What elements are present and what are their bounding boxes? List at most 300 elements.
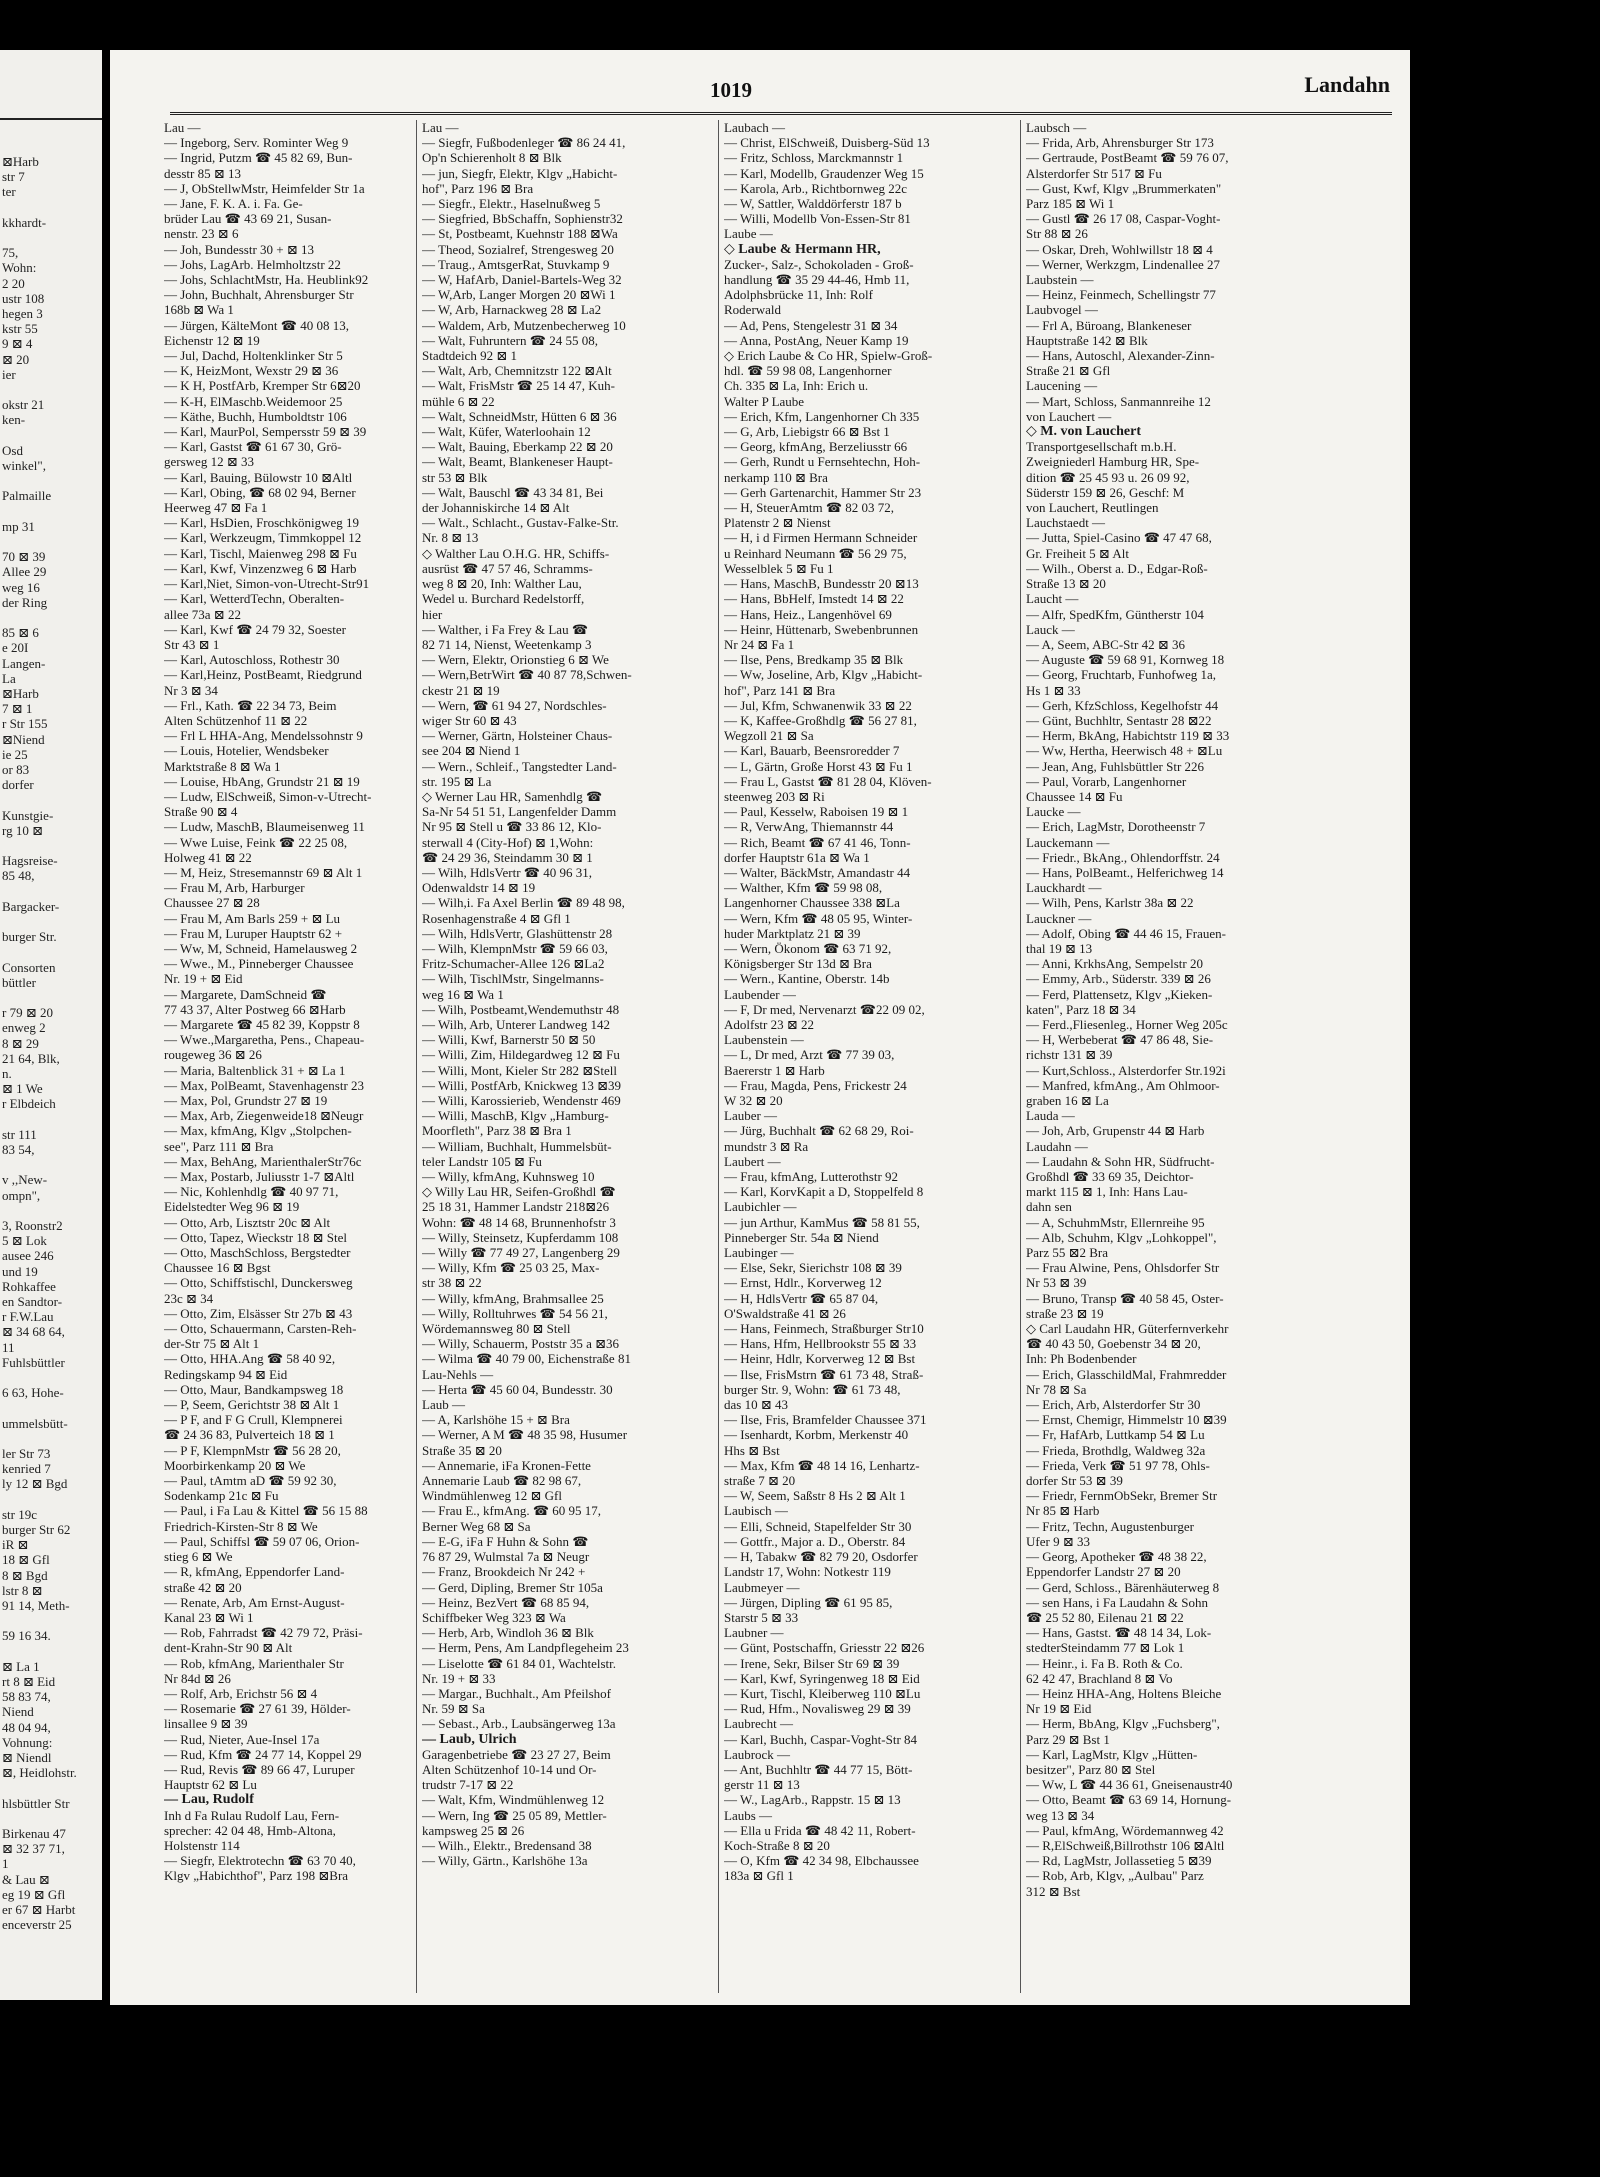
directory-entry: — K H, PostfArb, Kremper Str 6⊠20 xyxy=(164,378,361,394)
directory-entry: Zucker-, Salz-, Schokoladen - Groß- xyxy=(724,256,914,272)
directory-entry: — Paul, kfmAng, Wördemannweg 42 xyxy=(1026,1822,1224,1838)
directory-entry: — Wern, Kfm ☎ 48 05 95, Winter- xyxy=(724,910,913,926)
directory-entry: Nr. 8 ⊠ 13 xyxy=(422,530,479,546)
previous-page-fragment: 18 ⊠ Gfl xyxy=(2,1552,50,1568)
directory-entry: — Max, Kfm ☎ 48 14 16, Lenhartz- xyxy=(724,1457,920,1473)
directory-entry: — Ww, Hertha, Heerwisch 48 + ⊠Lu xyxy=(1026,743,1223,759)
directory-entry: Eichenstr 12 ⊠ 19 xyxy=(164,332,260,348)
directory-entry: — Frau, Magda, Pens, Frickestr 24 xyxy=(724,1077,907,1093)
directory-entry: Nr 24 ⊠ Fa 1 xyxy=(724,636,795,652)
directory-entry: — Liselotte ☎ 61 84 01, Wachtelstr. xyxy=(422,1655,616,1671)
previous-page-fragment: 58 83 74, xyxy=(2,1689,51,1705)
directory-entry: nenstr. 23 ⊠ 6 xyxy=(164,226,239,242)
directory-entry: — Herta ☎ 45 60 04, Bundesstr. 30 xyxy=(422,1381,613,1397)
directory-entry: — Ludw, ElSchweiß, Simon-v-Utrecht- xyxy=(164,788,372,804)
directory-entry: — jun, Siegfr, Elektr, Klgv „Habicht- xyxy=(422,165,618,181)
directory-entry: weg 13 ⊠ 34 xyxy=(1026,1807,1095,1823)
directory-entry: — Willi, Kwf, Barnerstr 50 ⊠ 50 xyxy=(422,1032,596,1048)
directory-entry: — Kurt, Tischl, Kleiberweg 110 ⊠Lu xyxy=(724,1685,921,1701)
directory-entry: — A, Seem, ABC-Str 42 ⊠ 36 xyxy=(1026,636,1185,652)
directory-entry: Straße 35 ⊠ 20 xyxy=(422,1442,502,1458)
directory-entry: Hhs ⊠ Bst xyxy=(724,1442,780,1458)
directory-entry: — Irene, Sekr, Bilser Str 69 ⊠ 39 xyxy=(724,1655,900,1671)
directory-entry: — Traug., AmtsgerRat, Stuvkamp 9 xyxy=(422,256,610,272)
directory-entry: nerkamp 110 ⊠ Bra xyxy=(724,469,828,485)
previous-page-fragment: dorfer xyxy=(2,777,34,793)
previous-page-fragment: 2 20 xyxy=(2,275,25,291)
directory-entry: — Wern., Kantine, Oberstr. 14b xyxy=(724,971,890,987)
directory-entry: — Walt, Bauing, Eberkamp 22 ⊠ 20 xyxy=(422,439,613,455)
previous-page-fragment: Consorten xyxy=(2,959,56,975)
directory-entry: — Willy, Rolltuhrwes ☎ 54 56 21, xyxy=(422,1305,608,1321)
previous-page-fragment: r F.W.Lau xyxy=(2,1309,54,1325)
previous-page-fragment: 21 64, Blk, xyxy=(2,1050,60,1066)
directory-entry: 82 71 14, Nienst, Weetenkamp 3 xyxy=(422,636,592,652)
directory-entry: Windmühlenweg 12 ⊠ Gfl xyxy=(422,1488,562,1504)
directory-entry: — Frau M, Arb, Harburger xyxy=(164,880,305,896)
directory-entry: Landstr 17, Wohn: Notkestr 119 xyxy=(724,1564,891,1580)
directory-entry: — Walther, i Fa Frey & Lau ☎ xyxy=(422,621,589,637)
directory-entry: — W, HafArb, Daniel-Bartels-Weg 32 xyxy=(422,272,622,288)
directory-entry: — Erich, LagMstr, Dorotheenstr 7 xyxy=(1026,819,1206,835)
directory-entry: — Heinr, Hdlr, Korverweg 12 ⊠ Bst xyxy=(724,1351,916,1367)
directory-entry: — Fritz, Schloss, Marckmannstr 1 xyxy=(724,150,904,166)
directory-entry: straße 23 ⊠ 19 xyxy=(1026,1305,1104,1321)
directory-entry: Laubmeyer — xyxy=(724,1579,800,1595)
previous-page-fragment: ⊠ 34 68 64, xyxy=(2,1324,65,1340)
directory-entry: Laubrock — xyxy=(724,1746,791,1762)
previous-page-fragment: e 20I xyxy=(2,640,29,656)
previous-page-fragment: ausee 246 xyxy=(2,1248,54,1264)
directory-entry: — Friedr, FernmObSekr, Bremer Str xyxy=(1026,1488,1218,1504)
directory-entry: — Paul, Vorarb, Langenhorner xyxy=(1026,773,1187,789)
directory-entry: Straße 90 ⊠ 4 xyxy=(164,804,238,820)
directory-entry: — sen Hans, i Fa Laudahn & Sohn xyxy=(1026,1594,1208,1610)
previous-page-fragment: v ,,New- xyxy=(2,1172,48,1188)
directory-entry: Baererstr 1 ⊠ Harb xyxy=(724,1062,825,1078)
directory-entry: — Ernst, Hdlr., Korverweg 12 xyxy=(724,1275,882,1291)
directory-entry: — Erich, Kfm, Langenhorner Ch 335 xyxy=(724,408,920,424)
directory-entry: — Georg, Fruchtarb, Funhofweg 1a, xyxy=(1026,667,1217,683)
directory-entry: ausrüst ☎ 47 57 46, Schramms- xyxy=(422,560,593,576)
directory-entry: — Wern,BetrWirt ☎ 40 87 78,Schwen- xyxy=(422,667,632,683)
directory-entry: Ch. 335 ⊠ La, Inh: Erich u. xyxy=(724,378,869,394)
directory-entry: — Fr, HafArb, Luttkamp 54 ⊠ Lu xyxy=(1026,1427,1205,1443)
previous-page-fragment: Langen- xyxy=(2,655,46,671)
directory-entry: — Herm, BkAng, Habichtstr 119 ⊠ 33 xyxy=(1026,728,1230,744)
column-4 xyxy=(1026,120,1316,2005)
previous-page-fragment: 75, xyxy=(2,245,19,261)
directory-entry: Starstr 5 ⊠ 33 xyxy=(724,1609,799,1625)
directory-entry: — Jürgen, KälteMont ☎ 40 08 13, xyxy=(164,317,349,333)
directory-entry: Nr. 59 ⊠ Sa xyxy=(422,1701,485,1717)
directory-entry: — Gottfr., Major a. D., Oberstr. 84 xyxy=(724,1533,906,1549)
directory-entry: Redingskamp 94 ⊠ Eid xyxy=(164,1366,288,1382)
directory-entry: Wegzoll 21 ⊠ Sa xyxy=(724,728,814,744)
directory-entry: Schiffbeker Weg 323 ⊠ Wa xyxy=(422,1609,566,1625)
previous-page-fragment: & Lau ⊠ xyxy=(2,1871,50,1887)
directory-entry: — Jürg, Buchhalt ☎ 62 68 29, Roi- xyxy=(724,1123,914,1139)
directory-entry: — Paul, Kesselw, Raboisen 19 ⊠ 1 xyxy=(724,804,909,820)
directory-entry: — W, Arb, Harnackweg 28 ⊠ La2 xyxy=(422,302,602,318)
directory-entry: — Willi, Modellb Von-Essen-Str 81 xyxy=(724,211,911,227)
previous-page-fragment: 9 ⊠ 4 xyxy=(2,336,33,352)
directory-entry: sterwall 4 (City-Hof) ⊠ 1,Wohn: xyxy=(422,834,594,850)
directory-entry: Odenwaldstr 14 ⊠ 19 xyxy=(422,880,536,896)
directory-entry: weg 16 ⊠ Wa 1 xyxy=(422,986,504,1002)
directory-entry: — Wwe.,Margaretha, Pens., Chapeau- xyxy=(164,1032,365,1048)
directory-page xyxy=(110,50,1410,2005)
directory-entry: — Willi, Mont, Kieler Str 282 ⊠Stell xyxy=(422,1062,618,1078)
directory-entry: Moorfleth", Parz 38 ⊠ Bra 1 xyxy=(422,1123,572,1139)
directory-entry: Lauber — xyxy=(724,1108,778,1124)
directory-entry: — Johs, LagArb. Helmholtzstr 22 xyxy=(164,256,341,272)
directory-entry: — Karl,Heinz, PostBeamt, Riedgrund xyxy=(164,667,362,683)
directory-entry: brüder Lau ☎ 43 69 21, Susan- xyxy=(164,211,332,227)
directory-entry: der-Str 75 ⊠ Alt 1 xyxy=(164,1336,260,1352)
directory-entry: stieg 6 ⊠ We xyxy=(164,1549,233,1565)
directory-entry: Berner Weg 68 ⊠ Sa xyxy=(422,1518,531,1534)
directory-entry: Nr 85 ⊠ Harb xyxy=(1026,1503,1100,1519)
directory-entry: — Alb, Schuhm, Klgv „Lohkoppel", xyxy=(1026,1229,1217,1245)
directory-entry: — P F, and F G Crull, Klempnerei xyxy=(164,1412,343,1428)
directory-entry: — Jutta, Spiel-Casino ☎ 47 47 68, xyxy=(1026,530,1212,546)
directory-entry: — Gust, Kwf, Klgv „Brummerkaten" xyxy=(1026,180,1222,196)
previous-page-fragment: ter xyxy=(2,184,16,200)
previous-page-fragment: ly 12 ⊠ Bgd xyxy=(2,1476,68,1492)
previous-page-fragment: rt 8 ⊠ Eid xyxy=(2,1674,56,1689)
directory-entry: — M, Heiz, Stresemannstr 69 ⊠ Alt 1 xyxy=(164,864,363,880)
directory-entry: ☎ 24 29 36, Steindamm 30 ⊠ 1 xyxy=(422,849,593,865)
directory-entry: Hauptstr 62 ⊠ Lu xyxy=(164,1777,257,1793)
directory-entry: — Hans, BbHelf, Imstedt 14 ⊠ 22 xyxy=(724,591,904,607)
previous-page-fragment: ⊠, Heidlohstr. xyxy=(2,1765,77,1781)
directory-entry: Lau — xyxy=(164,120,201,135)
directory-entry: huder Marktplatz 21 ⊠ 39 xyxy=(724,925,861,941)
directory-entry: str. 195 ⊠ La xyxy=(422,773,492,789)
directory-entry: — Auguste ☎ 59 68 91, Kornweg 18 xyxy=(1026,652,1225,668)
directory-entry: ◇ M. von Lauchert xyxy=(1026,424,1141,440)
directory-entry: — Joh, Bundesstr 30 + ⊠ 13 xyxy=(164,241,315,257)
directory-entry: Laubenstein — xyxy=(724,1032,804,1048)
directory-entry: — Wwe Luise, Feink ☎ 22 25 08, xyxy=(164,834,348,850)
directory-entry: — Jürgen, Dipling ☎ 61 95 85, xyxy=(724,1594,893,1610)
directory-entry: — H, SteuerAmtm ☎ 82 03 72, xyxy=(724,500,895,516)
directory-entry: 76 87 29, Wulmstal 7a ⊠ Neugr xyxy=(422,1549,590,1565)
directory-entry: — R,ElSchweiß,Billrothstr 106 ⊠Altl xyxy=(1026,1837,1225,1853)
directory-entry: 23c ⊠ 34 xyxy=(164,1290,214,1306)
directory-entry: — Sebast., Arb., Laubsängerweg 13a xyxy=(422,1716,616,1732)
directory-entry: — Jul, Dachd, Holtenklinker Str 5 xyxy=(164,348,343,364)
directory-entry: — Karl, Gastst ☎ 61 67 30, Grö- xyxy=(164,439,342,455)
directory-entry: — Oskar, Dreh, Wohlwillstr 18 ⊠ 4 xyxy=(1026,241,1213,257)
previous-page-header-rule xyxy=(0,118,102,120)
previous-page-fragment: kstr 55 xyxy=(2,321,38,337)
previous-page-fragment: Palmaille xyxy=(2,488,52,504)
directory-entry: — W., LagArb., Rappstr. 15 ⊠ 13 xyxy=(724,1792,901,1808)
directory-entry: — Walt, Arb, Chemnitzstr 122 ⊠Alt xyxy=(422,363,612,379)
directory-entry: — W, Seem, Saßstr 8 Hs 2 ⊠ Alt 1 xyxy=(724,1488,906,1504)
directory-entry: Ufer 9 ⊠ 33 xyxy=(1026,1533,1090,1549)
previous-page-fragment: hegen 3 xyxy=(2,306,43,321)
directory-entry: mundstr 3 ⊠ Ra xyxy=(724,1138,809,1154)
previous-page-fragment: 91 14, Meth- xyxy=(2,1598,70,1613)
directory-entry: — Margarete, DamSchneid ☎ xyxy=(164,986,327,1002)
directory-entry: — Ludw, MaschB, Blaumeisenweg 11 xyxy=(164,819,365,835)
directory-entry: — Walt, Kfm, Windmühlenweg 12 xyxy=(422,1792,605,1808)
directory-entry: Pinneberger Str. 54a ⊠ Niend xyxy=(724,1229,879,1245)
previous-page-fragment: Birkenau 47 xyxy=(2,1826,66,1841)
directory-entry: — Karl, Kwf, Syringenweg 18 ⊠ Eid xyxy=(724,1670,920,1686)
directory-entry: — Rud, Hfm., Novalisweg 29 ⊠ 39 xyxy=(724,1701,911,1717)
directory-entry: — W, Sattler, Walddörferstr 187 b xyxy=(724,196,902,212)
directory-entry: — Herm, BbAng, Klgv „Fuchsberg", xyxy=(1026,1716,1220,1732)
directory-entry: Chaussee 16 ⊠ Bgst xyxy=(164,1260,271,1276)
directory-entry: richstr 131 ⊠ 39 xyxy=(1026,1047,1113,1063)
directory-entry: sprecher: 42 04 48, Hmb-Altona, xyxy=(164,1822,336,1838)
directory-entry: — Otto, Tapez, Wieckstr 18 ⊠ Stel xyxy=(164,1229,348,1245)
directory-entry: Annemarie Laub ☎ 82 98 67, xyxy=(422,1473,582,1489)
directory-entry: — Karl, KorvKapit a D, Stoppelfeld 8 xyxy=(724,1184,924,1200)
directory-entry: — Siegfried, BbSchaffn, Sophienstr32 xyxy=(422,211,623,227)
directory-entry: — Wilh, TischlMstr, Singelmanns- xyxy=(422,971,604,987)
previous-page-fragment: ⊠ 1 We xyxy=(2,1081,43,1097)
directory-entry: — Friedr., BkAng., Ohlendorffstr. 24 xyxy=(1026,849,1220,865)
directory-entry: das 10 ⊠ 43 xyxy=(724,1397,788,1413)
directory-entry: Wesselblek 5 ⊠ Fu 1 xyxy=(724,560,834,576)
previous-page-fragment: en Sandtor- xyxy=(2,1294,63,1309)
directory-entry: — Ferd, Plattensetz, Klgv „Kieken- xyxy=(1026,986,1213,1002)
directory-entry: — Walt, Beamt, Blankeneser Haupt- xyxy=(422,454,613,470)
previous-page-fragment: or 83 xyxy=(2,762,30,777)
directory-entry: Klgv „Habichthof", Parz 198 ⊠Bra xyxy=(164,1868,349,1884)
directory-entry: — Wilh, HdlsVertr ☎ 40 96 31, xyxy=(422,864,592,880)
directory-entry: — Gerh, KfzSchloss, Kegelhofstr 44 xyxy=(1026,697,1219,713)
directory-entry: — Elli, Schneid, Stapelfelder Str 30 xyxy=(724,1518,912,1534)
directory-entry: Walter P Laube xyxy=(724,393,805,409)
directory-entry: Nr. 19 + ⊠ Eid xyxy=(164,971,243,987)
directory-entry: Laubisch — xyxy=(724,1503,788,1519)
directory-entry: — Ant, Buchhltr ☎ 44 77 15, Bött- xyxy=(724,1761,913,1777)
directory-entry: — Heinz, Feinmech, Schellingstr 77 xyxy=(1026,287,1216,303)
previous-page-fragment: ier xyxy=(2,366,16,382)
previous-page-fragment: er 67 ⊠ Harbt xyxy=(2,1902,76,1917)
previous-page-fragment: Osd xyxy=(2,442,23,458)
directory-entry: Nr 53 ⊠ 39 xyxy=(1026,1275,1087,1291)
directory-entry: Hs 1 ⊠ 33 xyxy=(1026,682,1081,698)
directory-entry: wiger Str 60 ⊠ 43 xyxy=(422,712,517,728)
directory-entry: Adolphsbrücke 11, Inh: Rolf xyxy=(724,287,873,303)
directory-entry: — R, VerwAng, Thiemannstr 44 xyxy=(724,819,894,835)
directory-entry: — Erich, Arb, Alsterdorfer Str 30 xyxy=(1026,1397,1201,1413)
directory-entry: — Willy, Steinsetz, Kupferdamm 108 xyxy=(422,1229,619,1245)
previous-page-fragment: r 79 ⊠ 20 xyxy=(2,1005,53,1021)
directory-entry: — Mart, Schloss, Sanmannreihe 12 xyxy=(1026,393,1211,409)
previous-page-fragment: 85 ⊠ 6 xyxy=(2,625,39,641)
directory-entry: dorfer Str 53 ⊠ 39 xyxy=(1026,1473,1123,1489)
directory-entry: — Gerd, Dipling, Bremer Str 105a xyxy=(422,1579,603,1595)
directory-entry: — Karl, Autoschloss, Rothestr 30 xyxy=(164,652,340,668)
header-rule xyxy=(170,112,1392,115)
previous-page-fragment: 6 63, Hohe- xyxy=(2,1385,64,1401)
directory-entry: linsallee 9 ⊠ 39 xyxy=(164,1716,248,1732)
directory-entry: hier xyxy=(422,606,443,622)
directory-entry: — Siegfr, Elektrotechn ☎ 63 70 40, xyxy=(164,1853,356,1869)
previous-page-fragment: r Elbdeich xyxy=(2,1096,56,1112)
directory-entry: 183a ⊠ Gfl 1 xyxy=(724,1868,794,1884)
directory-entry: Nr 84d ⊠ 26 xyxy=(164,1670,231,1686)
previous-page-fragment: 85 48, xyxy=(2,868,35,884)
column-divider xyxy=(1020,120,1021,1993)
previous-page-fragment: enweg 2 xyxy=(2,1020,46,1036)
directory-entry: — Louise, HbAng, Grundstr 21 ⊠ 19 xyxy=(164,773,360,789)
previous-page-fragment: 8 ⊠ Bgd xyxy=(2,1567,48,1583)
directory-entry: str 53 ⊠ Blk xyxy=(422,469,488,485)
directory-entry: — K, Kaffee-Großhdlg ☎ 56 27 81, xyxy=(724,712,917,728)
previous-page-fragment: Vohnung: xyxy=(2,1734,53,1750)
previous-page-fragment: hlsbüttler Str xyxy=(2,1795,70,1811)
directory-entry: hdl. ☎ 59 98 08, Langenhorner xyxy=(724,363,892,379)
directory-entry: Laubert — xyxy=(724,1153,781,1169)
directory-entry: Alten Schützenhof 10-14 und Or- xyxy=(422,1761,597,1777)
directory-entry: — jun Arthur, KamMus ☎ 58 81 55, xyxy=(724,1214,920,1230)
directory-entry: ☎ 40 43 50, Goebenstr 34 ⊠ 20, xyxy=(1026,1336,1201,1352)
directory-entry: — Werner, A M ☎ 48 35 98, Husumer xyxy=(422,1427,628,1443)
directory-entry: — Wilma ☎ 40 79 00, Eichenstraße 81 xyxy=(422,1351,631,1367)
previous-page-fragment: burger Str 62 xyxy=(2,1522,71,1537)
previous-page-fragment: ummelsbütt- xyxy=(2,1415,68,1431)
column-divider xyxy=(718,120,719,1993)
directory-entry: — Willy, kfmAng, Kuhnsweg 10 xyxy=(422,1169,595,1185)
directory-entry: — K, HeizMont, Wexstr 29 ⊠ 36 xyxy=(164,363,339,379)
directory-entry: — Kurt,Schloss., Alsterdorfer Str.192i xyxy=(1026,1062,1226,1078)
directory-entry: — F, Dr med, Nervenarzt ☎22 09 02, xyxy=(724,1001,925,1017)
directory-entry: — Wern, Ökonom ☎ 63 71 92, xyxy=(724,940,892,956)
previous-page-fragment: iR ⊠ xyxy=(2,1537,29,1553)
directory-entry: dahn sen xyxy=(1026,1199,1072,1215)
directory-entry: — Wern, Elektr, Orionstieg 6 ⊠ We xyxy=(422,652,609,668)
directory-entry: 168b ⊠ Wa 1 xyxy=(164,302,234,318)
directory-entry: — Karl, MaurPol, Sempersstr 59 ⊠ 39 xyxy=(164,424,367,440)
directory-entry: Laudahn — xyxy=(1026,1138,1088,1154)
directory-entry: Hauptstraße 142 ⊠ Blk xyxy=(1026,332,1148,348)
directory-entry: — Theod, Sozialref, Strengesweg 20 xyxy=(422,241,614,257)
directory-entry: Chaussee 27 ⊠ 28 xyxy=(164,895,260,911)
directory-entry: Chaussee 14 ⊠ Fu xyxy=(1026,788,1123,804)
directory-entry: — Karl, WetterdTechn, Oberalten- xyxy=(164,591,345,607)
directory-entry: — Ingrid, Putzm ☎ 45 82 69, Bun- xyxy=(164,150,353,166)
directory-entry: Langenhorner Chaussee 338 ⊠La xyxy=(724,895,900,911)
directory-entry: — Walt., Schlacht., Gustav-Falke-Str. xyxy=(422,515,619,531)
previous-page-fragment: eg 19 ⊠ Gfl xyxy=(2,1886,66,1902)
directory-entry: Lauckemann — xyxy=(1026,834,1110,850)
directory-entry: — Gerh, Rundt u Fernsehtechn, Hoh- xyxy=(724,454,921,470)
directory-entry: Adolfstr 23 ⊠ 22 xyxy=(724,1016,814,1032)
directory-entry: teler Landstr 105 ⊠ Fu xyxy=(422,1153,542,1169)
previous-page-fragment: mp 31 xyxy=(2,518,35,534)
directory-entry: — Rob, Fahrradst ☎ 42 79 72, Präsi- xyxy=(164,1625,363,1641)
previous-page-fragment: ⊠ 20 xyxy=(2,351,30,367)
directory-entry: allee 73a ⊠ 22 xyxy=(164,606,241,622)
directory-entry: graben 16 ⊠ La xyxy=(1026,1093,1109,1108)
directory-entry: O'Swaldstraße 41 ⊠ 26 xyxy=(724,1305,846,1321)
directory-entry: — Wilh, Pens, Karlstr 38a ⊠ 22 xyxy=(1026,895,1194,911)
directory-entry: — Frieda, Brothdlg, Waldweg 32a xyxy=(1026,1442,1206,1458)
directory-entry: Nr 19 ⊠ Eid xyxy=(1026,1701,1092,1717)
directory-entry: Sa-Nr 54 51 51, Langenfelder Damm xyxy=(422,804,617,820)
directory-entry: — Herm, Pens, Am Landpflegeheim 23 xyxy=(422,1640,629,1656)
previous-page-fragment: r Str 155 xyxy=(2,716,48,732)
directory-entry: — Frl., Kath. ☎ 22 34 73, Beim xyxy=(164,697,337,713)
directory-entry: W 32 ⊠ 20 xyxy=(724,1093,783,1108)
directory-entry: — Lau, Rudolf xyxy=(164,1792,254,1808)
directory-entry: — Käthe, Buchh, Humboldtstr 106 xyxy=(164,408,347,424)
directory-entry: — Ilse, Fris, Bramfelder Chaussee 371 xyxy=(724,1412,927,1428)
directory-entry: — Hans, Gastst. ☎ 48 14 34, Lok- xyxy=(1026,1625,1212,1641)
directory-entry: — H, Werbeberat ☎ 47 86 48, Sie- xyxy=(1026,1032,1214,1048)
directory-entry: — Ww, L ☎ 44 36 61, Gneisenaustr40 xyxy=(1026,1777,1233,1793)
directory-entry: — Karl, Buchh, Caspar-Voght-Str 84 xyxy=(724,1731,918,1747)
directory-entry: — Louis, Hotelier, Wendsbeker xyxy=(164,743,329,759)
directory-entry: ◇ Werner Lau HR, Samenhdlg ☎ xyxy=(422,788,603,804)
directory-entry: — Max, kfmAng, Klgv „Stolpchen- xyxy=(164,1123,352,1139)
directory-entry: — Karl, Modellb, Graudenzer Weg 15 xyxy=(724,165,924,181)
directory-entry: — Frau, kfmAng, Lutterothstr 92 xyxy=(724,1169,899,1185)
directory-entry: Königsberger Str 13d ⊠ Bra xyxy=(724,956,872,972)
directory-entry: — Hans, MaschB, Bundesstr 20 ⊠13 xyxy=(724,576,919,592)
directory-entry: — Willi, PostfArb, Knickweg 13 ⊠39 xyxy=(422,1077,621,1093)
directory-entry: — Alfr, SpedKfm, Güntherstr 104 xyxy=(1026,606,1204,622)
directory-entry: von Lauchert — xyxy=(1026,408,1112,424)
directory-entry: — Günt, Buchhltr, Sentastr 28 ⊠22 xyxy=(1026,712,1212,728)
directory-entry: — Hans, PolBeamt., Helferichweg 14 xyxy=(1026,864,1224,880)
directory-entry: hof", Parz 141 ⊠ Bra xyxy=(724,682,836,698)
directory-entry: — Karl, HsDien, Froschkönigweg 19 xyxy=(164,515,359,531)
previous-page-fragment: 5 ⊠ Lok xyxy=(2,1233,47,1249)
directory-entry: — Frieda, Verk ☎ 51 97 78, Ohls- xyxy=(1026,1457,1210,1473)
directory-entry: Laube — xyxy=(724,226,773,242)
directory-entry: stedterSteindamm 77 ⊠ Lok 1 xyxy=(1026,1640,1185,1656)
column-2 xyxy=(422,120,712,2005)
directory-entry: rougeweg 36 ⊠ 26 xyxy=(164,1047,262,1063)
directory-entry: — Heinr., i. Fa B. Roth & Co. xyxy=(1026,1655,1183,1671)
directory-entry: Parz 55 ⊠2 Bra xyxy=(1026,1245,1109,1261)
directory-entry: — Max, PolBeamt, Stavenhagenstr 23 xyxy=(164,1077,365,1093)
directory-entry: Str 43 ⊠ 1 xyxy=(164,636,220,652)
directory-entry: — Jean, Ang, Fuhlsbüttler Str 226 xyxy=(1026,758,1205,774)
directory-entry: — Hans, Autoschl, Alexander-Zinn- xyxy=(1026,348,1215,364)
directory-entry: — Anna, PostAng, Neuer Kamp 19 xyxy=(724,332,909,348)
directory-entry: — Frida, Arb, Ahrensburger Str 173 xyxy=(1026,135,1214,151)
directory-entry: — John, Buchhalt, Ahrensburger Str xyxy=(164,287,354,303)
directory-entry: — Karl, Werkzeugm, Timmkoppel 12 xyxy=(164,530,362,546)
directory-entry: — Frau Alwine, Pens, Ohlsdorfer Str xyxy=(1026,1260,1220,1276)
previous-page-fragment: ie 25 xyxy=(2,746,28,762)
directory-entry: Wohn: ☎ 48 14 68, Brunnenhofstr 3 xyxy=(422,1214,616,1230)
directory-entry: — Ferd.,Fliesenleg., Horner Weg 205c xyxy=(1026,1016,1228,1032)
directory-entry: — Willy, kfmAng, Brahmsallee 25 xyxy=(422,1290,604,1306)
directory-entry: — Rob, kfmAng, Marienthaler Str xyxy=(164,1655,344,1671)
previous-page-fragment: 3, Roonstr2 xyxy=(2,1218,63,1233)
previous-page-fragment: 7 ⊠ 1 xyxy=(2,701,33,717)
directory-entry: — Georg, kfmAng, Berzeliusstr 66 xyxy=(724,439,908,455)
directory-entry: — Frau E., kfmAng. ☎ 60 95 17, xyxy=(422,1503,602,1519)
directory-entry: — Franz, Brookdeich Nr 242 + xyxy=(422,1564,586,1580)
directory-entry: — Ernst, Chemigr, Himmelstr 10 ⊠39 xyxy=(1026,1412,1227,1428)
directory-entry: Laubender — xyxy=(724,986,796,1002)
directory-entry: Nr. 19 + ⊠ 33 xyxy=(422,1670,496,1686)
directory-entry: — Otto, Zim, Elsässer Str 27b ⊠ 43 xyxy=(164,1305,353,1321)
